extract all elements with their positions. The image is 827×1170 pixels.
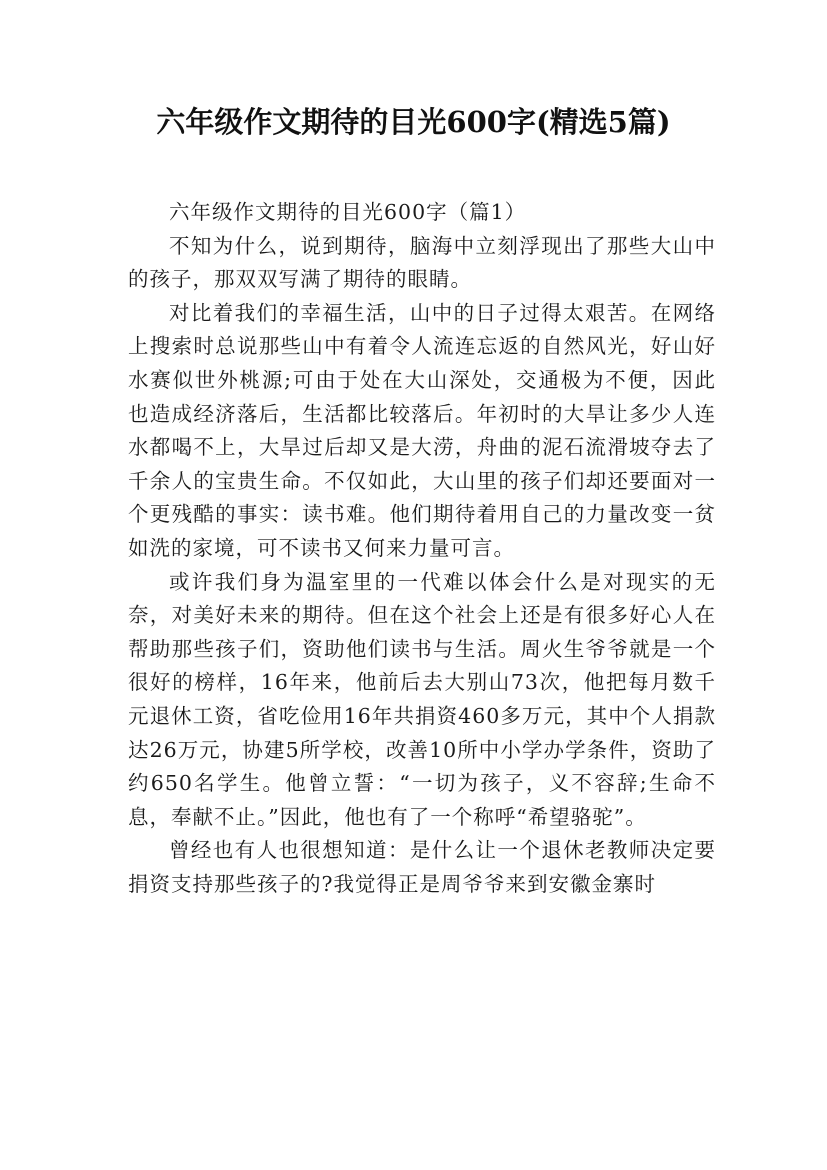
- section-heading: 六年级作文期待的目光600字（篇1）: [169, 200, 527, 224]
- document-title: 六年级作文期待的目光600字(精选5篇): [156, 105, 671, 139]
- document-body: [128, 196, 716, 901]
- paragraph-2: 对比着我们的幸福生活，山中的日子过得太艰苦。在网络上搜索时总说那些山中有着令人流连忘返的自然风光，好山好水赛似世外桃源;可由于处在大山深处，交通极为不便，因此也造成经济落后，生活都比较落后。年初时的大旱让多少人连水都喝不上，大旱过后却又是大涝，舟曲的泥石流滑坡夺去了千余人的宝贵生命。不仅如此，大山里的孩子们却还要面对一个更残酷的事实：读书难。他们期待着用自己的力量改变一贫如洗的家境，可不读书又何来力量可言。: [128, 300, 716, 560]
- paragraph-3: 或许我们身为温室里的一代难以体会什么是对现实的无奈，对美好未来的期待。但在这个社会上还是有很多好心人在帮助那些孩子们，资助他们读书与生活。周火生爷爷就是一个很好的榜样，16年来，他前后去大别山73次，他把每月数千元退休工资，省吃俭用16年共捐资460多万元，其中个人捐款达26万元，协建5所学校，改善10所中小学办学条件，资助了约650名学生。他曾立誓：“一切为孩子，义不容辞;生命不息，奉献不止。”因此，他也有了一个称呼“希望骆驼”。: [128, 569, 716, 829]
- paragraph-1: 不知为什么，说到期待，脑海中立刻浮现出了那些大山中的孩子，那双双写满了期待的眼睛。: [128, 233, 716, 292]
- paragraph-4: 曾经也有人也很想知道：是什么让一个退休老教师决定要捐资支持那些孩子的?我觉得正是周爷爷来到安徽金寨时: [128, 838, 716, 896]
